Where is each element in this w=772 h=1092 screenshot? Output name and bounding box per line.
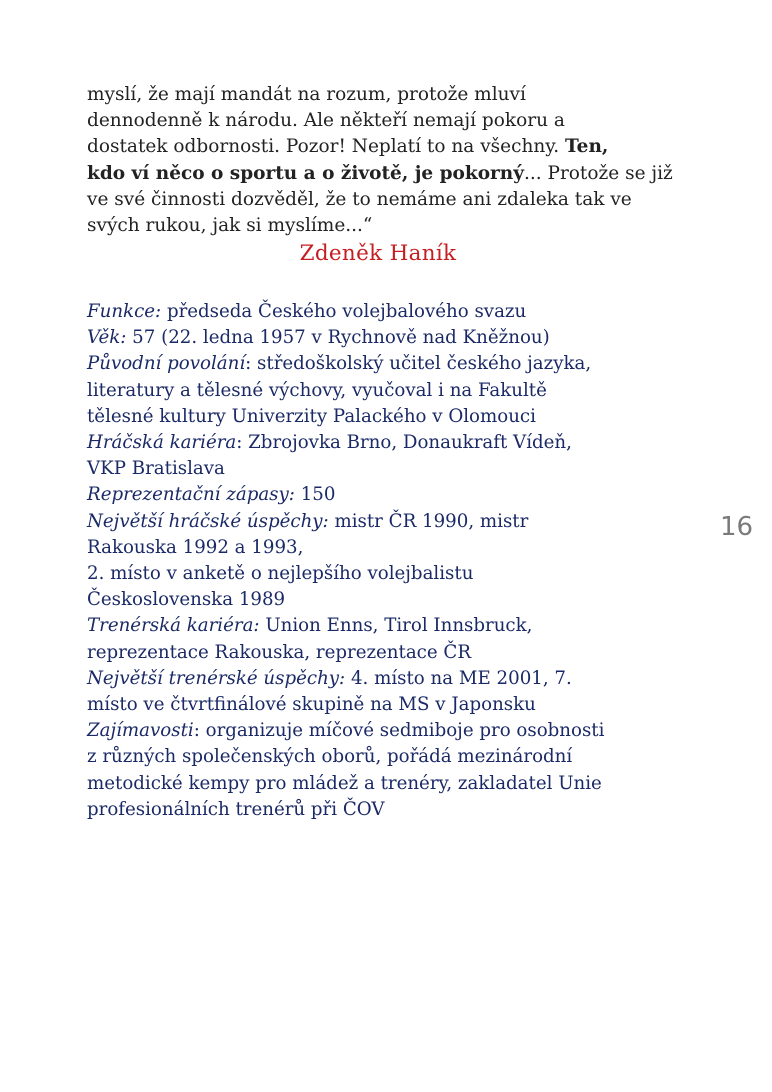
bio-value: předseda Českého volejbalového svazu	[161, 301, 527, 322]
bio-value: mistr ČR 1990, mistr	[328, 510, 529, 532]
bio-value: 4. místo na ME 2001, 7.	[345, 667, 572, 689]
bio-label: Věk:	[87, 327, 127, 349]
bio-value: Union Enns, Tirol Innsbruck,	[259, 615, 533, 637]
bio-label: Hráčská kariéra	[87, 432, 237, 454]
quote-line: kdo ví něco o sportu a o životě, je pokorný... Protože se již	[87, 162, 673, 184]
bio-text-line: reprezentace Rakouska, reprezentace ČR	[87, 641, 472, 663]
bio-value: 150	[294, 484, 336, 506]
bio-text-line: literatury a tělesné výchovy, vyučoval i na Fakultě	[87, 379, 547, 401]
bio-trenerske-uspechy	[87, 666, 727, 692]
bio-value: 57 (22. ledna 1957 v Rychnově nad Kněžnou)	[126, 327, 550, 349]
bio-text-line: místo ve čtvrtfinálové skupině na MS v Japonsku	[87, 694, 536, 716]
bio-value: : organizuje míčové sedmiboje pro osobnosti	[193, 720, 605, 742]
bio-zajimavosti	[87, 718, 727, 744]
page-number: 16	[720, 512, 754, 542]
bio-text-line: metodické kempy pro mládež a trenéry, zakladatel Unie	[87, 772, 602, 794]
bio-label: Největší hráčské úspěchy:	[87, 510, 329, 532]
quote-line: dostatek odbornosti. Pozor! Neplatí to na všechny. Ten,	[87, 136, 609, 158]
bio-label: Trenérská kariéra:	[87, 615, 260, 637]
bio-vek	[87, 325, 727, 351]
bio-value: : Zbrojovka Brno, Donaukraft Vídeň,	[236, 432, 572, 454]
bio-label: Reprezentační zápasy:	[87, 484, 295, 506]
quote-line: ve své činnosti dozvěděl, že to nemáme ani zdaleka tak ve	[87, 188, 632, 210]
bio-label: Největší trenérské úspěchy:	[87, 667, 346, 689]
author-name: Zdeněk Haník	[299, 241, 457, 266]
bio-reprezentacni-zapasy	[87, 482, 727, 508]
bio-text-line: z různých společenských oborů, pořádá mezinárodní	[87, 746, 573, 768]
bio-text-line: Československa 1989	[87, 589, 286, 611]
bio-text-line: 2. místo v anketě o nejlepšího volejbalistu	[87, 563, 474, 585]
bio-trenerska-kariera	[87, 613, 727, 639]
bio-hracske-uspechy	[87, 509, 727, 535]
quote-emphasis: Ten,	[565, 136, 609, 158]
bio-label: Zajímavosti	[87, 720, 194, 742]
quote-line: dennodenně k národu. Ale někteří nemají pokoru a	[87, 110, 565, 132]
bio-povolani	[87, 351, 727, 377]
bio-label: Funkce:	[87, 301, 162, 322]
bio-text-line: Rakouska 1992 a 1993,	[87, 536, 304, 558]
bio-funkce	[87, 299, 727, 325]
bio-hracska-kariera	[87, 430, 727, 456]
bio-label: Původní povolání	[87, 353, 246, 375]
quote-emphasis: kdo ví něco o sportu a o životě, je pokorný	[87, 162, 524, 184]
bio-text-line: profesionálních trenérů při ČOV	[87, 798, 385, 820]
quote-paragraph	[87, 82, 697, 239]
quote-line: svých rukou, jak si myslíme...“	[87, 215, 373, 237]
quote-line: myslí, že mají mandát na rozum, protože mluví	[87, 84, 526, 105]
biography-block	[87, 299, 727, 823]
bio-text-line: tělesné kultury Univerzity Palackého v Olomouci	[87, 405, 536, 427]
bio-value: : středoškolský učitel českého jazyka,	[245, 353, 592, 375]
bio-text-line: VKP Bratislava	[87, 458, 225, 480]
